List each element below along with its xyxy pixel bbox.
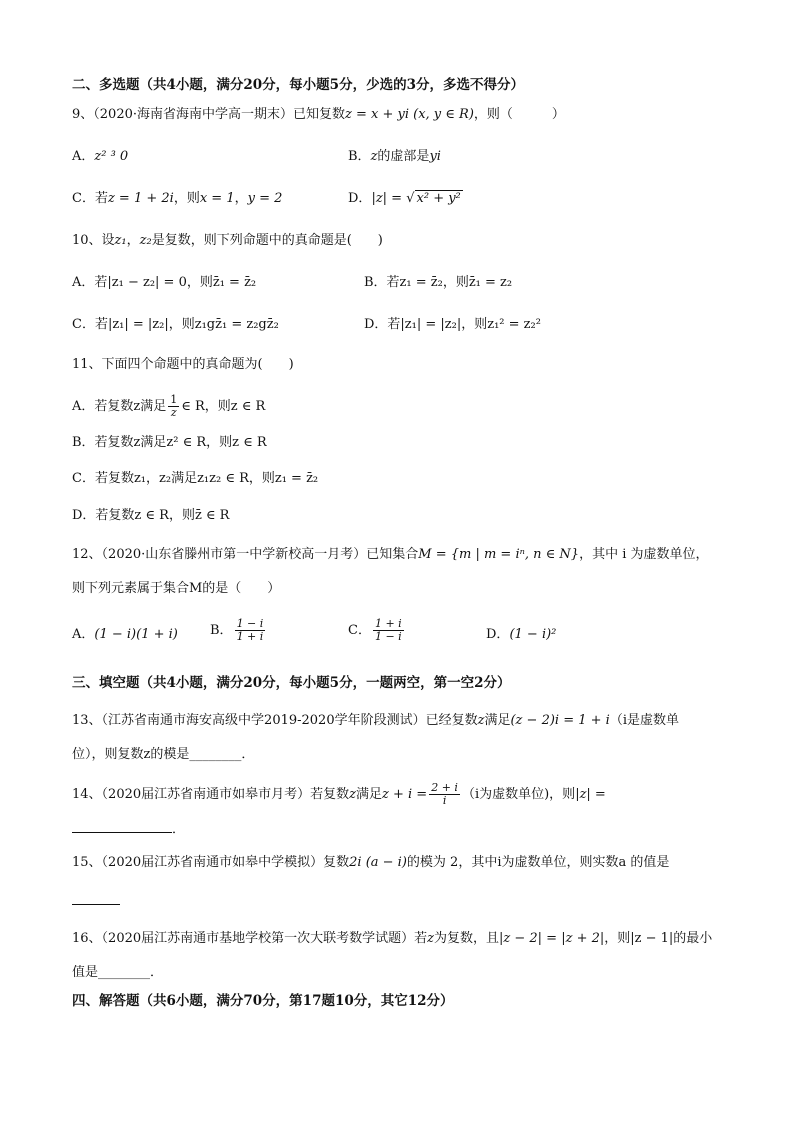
section-header-fill-blank: 三、填空题（共4小题，满分20分，每小题5分，一题两空，第一空2分） (72, 675, 511, 691)
q10-option-d: D．若|z₁| = |z₂|，则z₁² = z₂² (364, 317, 541, 332)
question-9-stem (72, 106, 734, 124)
question-15-line1: 15、（2020届江苏省南通市如皋中学模拟）复数2i (a − i)的模为 2，其中i为虚数单位，则实数a 的值是 (72, 855, 670, 870)
q10-option-c: C．若|z₁| = |z₂|，则z₁gz̄₁ = z₂gz̄₂ (72, 317, 279, 332)
q10-option-b: B．若z₁ = z̄₂，则z̄₁ = z₂ (364, 275, 513, 290)
q10-option-a: A．若|z₁ − z₂| = 0，则z̄₁ = z̄₂ (72, 275, 257, 290)
question-15-line2 (72, 890, 734, 911)
q9-option-a: A．z² ³ 0 (72, 149, 129, 164)
section-header-solutions: 四、解答题（共6小题，满分70分，第17题10分，其它12分） (72, 993, 454, 1009)
q9-option-d: D．|z| = √ x² + y² (348, 191, 461, 206)
answer-blank[interactable] (72, 818, 172, 833)
q9-prefix: 9、（2020·海南省海南中学高一期末）已知复数 (72, 107, 345, 122)
q12-option-c: C． $\frac{1 + i}{1 - i}$ (348, 617, 402, 643)
question-11-stem: 11、下面四个命题中的真命题为( ) (72, 357, 294, 372)
answer-blank[interactable] (72, 890, 120, 905)
q11-option-b: B．若复数z满足z² ∈ R，则z ∈ R (72, 435, 267, 450)
question-13-line2: 位），则复数z的模是________． (72, 747, 255, 762)
q9-expr: z = x + yi (x, y ∈ R) (345, 107, 474, 122)
question-13-line1: 13、（江苏省南通市海安高级中学2019-2020学年阶段测试）已经复数z满足(z − 2)i = 1 + i（i是虚数单 (72, 713, 679, 728)
question-10-stem: 10、设z₁，z₂是复数，则下列命题中的真命题是( ) (72, 233, 383, 248)
sqrt-icon: √ (406, 191, 415, 206)
question-14-line1: 14、（2020届江苏省南通市如皋市月考）若复数z满足z + i = $\frac{2 + i}{i}$ （i为虚数单位)，则|z| = (72, 781, 606, 807)
q12-option-a: A．(1 − i)(1 + i) (72, 627, 178, 642)
q9-suffix: ，则（ ） (473, 107, 565, 122)
question-16-line1: 16、（2020届江苏南通市基地学校第一次大联考数学试题）若z为复数，且|z − 2| = |z + 2|，则|z − 1|的最小 (72, 931, 713, 946)
question-16-line2: 值是________． (72, 965, 164, 980)
q12-option-b: B． $\frac{1 - i}{1 + i}$ (210, 617, 264, 643)
q11-option-a: A．若复数z满足 $\frac{1}{z}$ ∈ R，则z ∈ R (72, 393, 266, 419)
q11-option-d: D．若复数z ∈ R，则z̄ ∈ R (72, 508, 230, 523)
q9-option-c: C．若z = 1 + 2i，则x = 1，y = 2 (72, 191, 283, 206)
q11-option-c: C．若复数z₁，z₂满足z₁z₂ ∈ R，则z₁ = z̄₂ (72, 471, 319, 486)
q12-option-d: D．(1 − i)² (486, 627, 557, 642)
question-14-line2: ． (72, 818, 734, 839)
q11-a-fraction: $\frac{1}{z}$ (170, 393, 178, 419)
question-12-stem-line2: 则下列元素属于集合M的是（ ） (72, 581, 281, 596)
q9-option-b: B．z的虚部是yi (348, 149, 441, 164)
question-12-stem-line1: 12、（2020·山东省滕州市第一中学新校高一月考）已知集合M = {m | m = iⁿ, n ∈ N}，其中 i 为虚数单位， (72, 547, 709, 562)
section-header-multiple-choice: 二、多选题（共4小题，满分20分，每小题5分，少选的3分，多选不得分） (72, 77, 524, 93)
